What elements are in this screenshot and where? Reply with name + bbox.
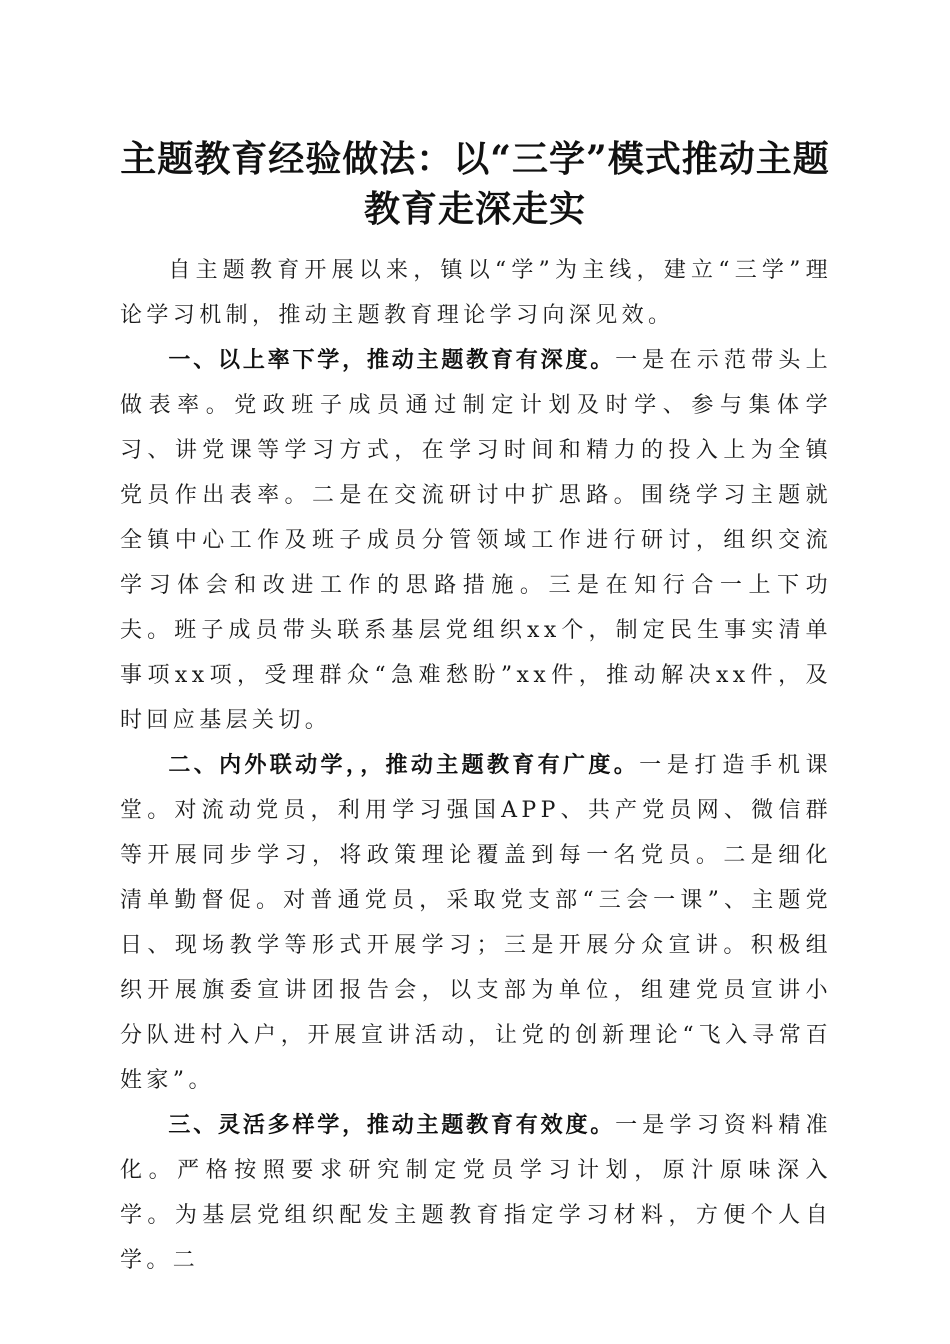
- section-heading-1: 一、以上率下学，推动主题教育有深度。: [168, 348, 616, 373]
- section-heading-2: 二、内外联动学，，推动主题教育有广度。: [168, 753, 640, 778]
- section-text-1: 一是在示范带头上做表率。党政班子成员通过制定计划及时学、参与集体学习、讲党课等学习方式，在学习时间和精力的投入上为全镇党员作出表率。二是在交流研讨中扩思路。围绕学习主题就全镇中心工作及班子成员分管领域工作进行研讨，组织交流学习体会和改进工作的思路措施。三是在知行合一上下功夫。班子成员带头联系基层党组织xx个，制定民生事实清单事项xx项，受理群众“急难愁盼”xx件，推动解决xx件，及时回应基层关切。: [120, 348, 832, 733]
- intro-paragraph: 自主题教育开展以来，镇以“学”为主线，建立“三学”理论学习机制，推动主题教育理论学习向深见效。: [120, 258, 832, 328]
- document-title: [110, 134, 840, 234]
- section-heading-3: 三、灵活多样学，推动主题教育有效度。: [168, 1113, 616, 1138]
- title-line-2: 教育走深走实: [363, 188, 586, 230]
- title-line-1: 主题教育经验做法：以“三学”模式推动主题: [120, 138, 830, 180]
- section-paragraph-3: [120, 1103, 832, 1283]
- section-paragraph-2: [120, 743, 832, 1103]
- section-paragraph-1: [120, 338, 832, 743]
- document-body: [120, 248, 832, 1283]
- section-text-3: 一是学习资料精准化。严格按照要求研究制定党员学习计划，原汁原味深入学。为基层党组织配发主题教育指定学习材料，方便个人自学。二: [120, 1113, 832, 1273]
- section-text-2: 一是打造手机课堂。对流动党员，利用学习强国APP、共产党员网、微信群等开展同步学习，将政策理论覆盖到每一名党员。二是细化清单勤督促。对普通党员，采取党支部“三会一课”、主题党日、现场教学等形式开展学习；三是开展分众宣讲。积极组织开展旗委宣讲团报告会，以支部为单位，组建党员宣讲小分队进村入户，开展宣讲活动，让党的创新理论“飞入寻常百姓家”。: [120, 753, 832, 1093]
